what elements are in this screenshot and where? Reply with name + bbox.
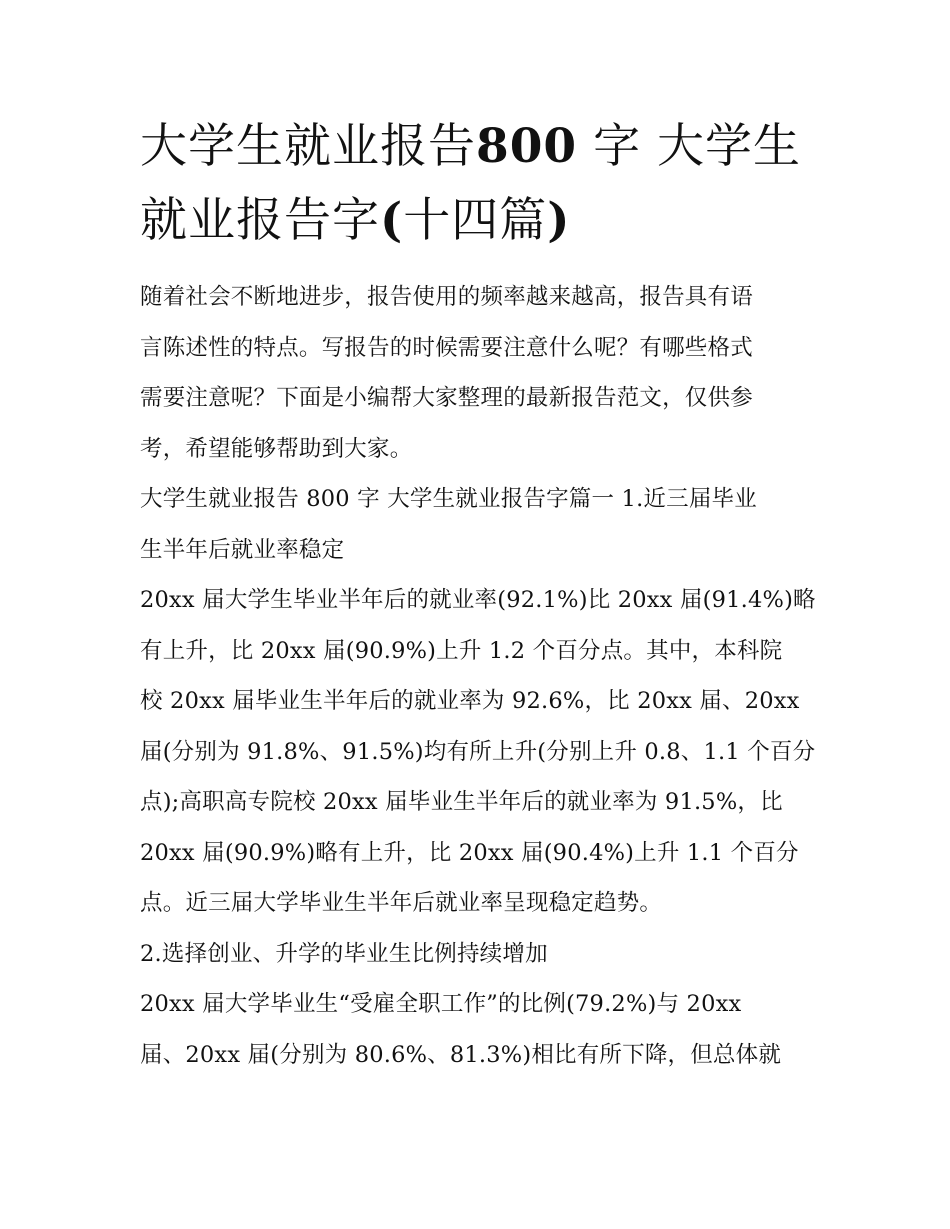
body-line: 20xx 届大学毕业生“受雇全职工作”的比例(79.2%)与 20xx [140,991,742,1017]
title-line-2 [140,184,816,258]
body-line: 有上升，比 20xx 届(90.9%)上升 1.2 个百分点。其中，本科院 [140,637,783,664]
body-line: 校 20xx 届毕业生半年后的就业率为 92.6%，比 20xx 届、20xx [140,688,800,714]
body-line: 考，希望能够帮助到大家。 [140,435,413,462]
title-text: 就业报告字 [140,193,380,248]
document-title [140,110,816,258]
section-heading-line: 2.选择创业、升学的毕业生比例持续增加 [140,940,548,967]
body-line: 随着社会不断地进步，报告使用的频率越来越高，报告具有语 [140,284,753,310]
title-text: 字 大学生 [593,119,802,174]
title-number: 800 [476,119,578,174]
section-heading-line: 大学生就业报告 800 字 大学生就业报告字篇一 1.近三届毕业 [140,486,757,512]
title-text: 大学生就业报告 [140,119,476,174]
body-line: 点。近三届大学毕业生半年后就业率呈现稳定趋势。 [140,890,663,916]
body-line: 需要注意呢？下面是小编帮大家整理的最新报告范文，仅供参 [140,385,753,411]
body-line: 20xx 届大学生毕业半年后的就业率(92.1%)比 20xx 届(91.4%)略 [140,587,816,613]
document-page [140,110,816,1080]
section-heading-line: 生半年后就业率稳定 [140,536,345,563]
body-line: 届(分别为 91.8%、91.5%)均有所上升(分别上升 0.8、1.1 个百分 [140,738,816,765]
body-line: 20xx 届(90.9%)略有上升，比 20xx 届(90.4%)上升 1.1 个百分 [140,839,799,866]
title-paren-close: ) [547,193,571,248]
title-paren-open: ( [380,193,404,248]
document-body [140,272,816,1080]
title-text: 十四篇 [403,193,548,248]
body-line: 点);高职高专院校 20xx 届毕业生半年后的就业率为 91.5%，比 [140,789,783,815]
body-line: 届、20xx 届(分别为 80.6%、81.3%)相比有所下降，但总体就 [140,1041,782,1068]
body-line: 言陈述性的特点。写报告的时候需要注意什么呢？有哪些格式 [140,334,753,361]
title-line-1 [140,110,816,184]
